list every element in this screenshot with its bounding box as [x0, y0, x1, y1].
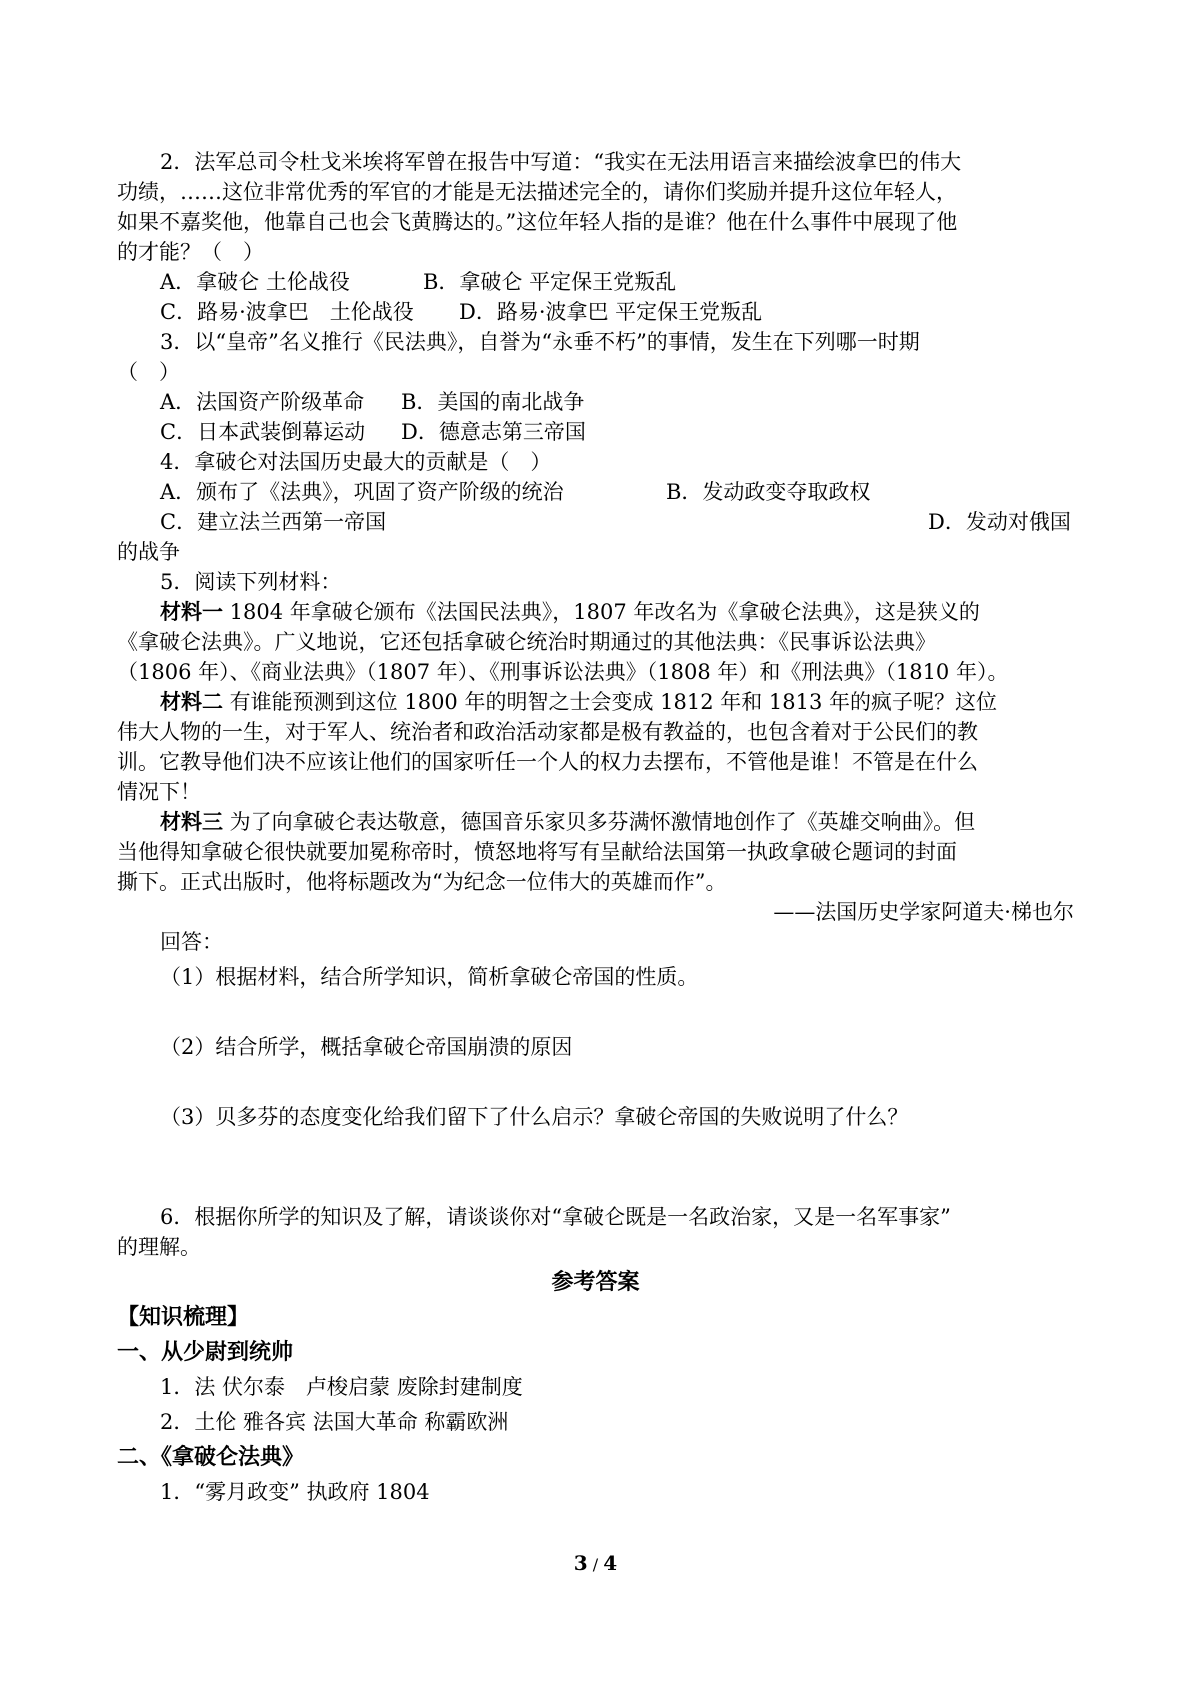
q5-sub-question-3: （3）贝多芬的态度变化给我们留下了什么启示？拿破仑帝国的失败说明了什么？ [160, 1105, 909, 1129]
material-1-label: 材料一 [160, 599, 223, 624]
answers-section-heading: 【知识梳理】 [117, 1304, 250, 1330]
q3-option-a: A．法国资产阶级革命 [160, 390, 365, 414]
q5-material-2-line-3: 训。它教导他们决不应该让他们的国家听任一个人的权力去摆布，不管他是谁！不管是在什么 [117, 750, 978, 774]
q4-option-c: C．建立法兰西第一帝国 [160, 510, 387, 534]
q5-material-3-line-1 [0, 806, 975, 838]
q4-line-1: 4．拿破仑对法国历史最大的贡献是（ ） [160, 450, 552, 474]
q3-option-d: D．德意志第三帝国 [401, 420, 586, 444]
answers-heading-2: 二、《拿破仑法典》 [117, 1444, 305, 1470]
material-3-text: 为了向拿破仑表达敬意，德国音乐家贝多芬满怀激情地创作了《英雄交响曲》。但 [223, 810, 976, 834]
q2-line-2: 功绩，……这位非常优秀的军官的才能是无法描述完全的，请你们奖励并提升这位年轻人， [117, 180, 957, 204]
q3-option-b: B．美国的南北战争 [401, 390, 585, 414]
q4-option-a: A．颁布了《法典》，巩固了资产阶级的统治 [160, 480, 564, 504]
material-3-label: 材料三 [160, 809, 223, 834]
q2-option-b: B．拿破仑 平定保王党叛乱 [423, 270, 677, 294]
q3-line-1: 3．以“皇帝”名义推行《民法典》，自誉为“永垂不朽”的事情，发生在下列哪一时期 [160, 330, 920, 354]
material-1-text: 1804 年拿破仑颁布《法国民法典》，1807 年改名为《拿破仑法典》，这是狭义的 [223, 600, 980, 624]
material-2-label: 材料二 [160, 689, 223, 714]
q5-sub-question-2: （2）结合所学，概括拿破仑帝国崩溃的原因 [160, 1035, 573, 1059]
q2-option-a: A．拿破仑 土伦战役 [160, 270, 350, 294]
answers-heading-1-item-2: 2．土伦 雅各宾 法国大革命 称霸欧洲 [160, 1410, 509, 1434]
q5-source: ——法国历史学家阿道夫·梯也尔 [773, 900, 1074, 924]
q2-line-3: 如果不嘉奖他，他靠自己也会飞黄腾达的。”这位年轻人指的是谁？他在什么事件中展现了他 [117, 210, 958, 234]
q2-option-c: C．路易·波拿巴 土伦战役 [160, 300, 414, 324]
q5-material-1-line-2: 《拿破仑法典》。广义地说，它还包括拿破仑统治时期通过的其他法典：《民事诉讼法典》 [117, 630, 936, 654]
q5-material-1-line-3: （1806 年）、《商业法典》（1807 年）、《刑事诉讼法典》（1808 年）和《刑法典》（1810 年）。 [117, 660, 1009, 684]
q2-line-4: 的才能？（ ） [117, 240, 264, 264]
answers-heading-1-item-1: 1．法 伏尔泰 卢梭启蒙 废除封建制度 [160, 1375, 523, 1399]
material-2-text: 有谁能预测到这位 1800 年的明智之士会变成 1812 年和 1813 年的疯子呢？这位 [223, 690, 998, 714]
answers-heading-2-item-1: 1．“雾月政变” 执政府 1804 [160, 1480, 430, 1504]
q4-option-d: D．发动对俄国 [928, 510, 1071, 534]
q2-option-d: D．路易·波拿巴 平定保王党叛乱 [459, 300, 763, 324]
answers-heading-1: 一、从少尉到统帅 [117, 1339, 294, 1365]
q4-option-b: B．发动政变夺取政权 [666, 480, 871, 504]
page-current: 3 [573, 1551, 588, 1575]
q2-line-1: 2．法军总司令杜戈米埃将军曾在报告中写道：“我实在无法用语言来描绘波拿巴的伟大 [160, 150, 962, 174]
q5-material-1-line-1 [0, 596, 980, 628]
page-number [0, 1551, 1191, 1575]
q5-material-3-line-2: 当他得知拿破仑很快就要加冕称帝时，愤怒地将写有呈献给法国第一执政拿破仑题词的封面 [117, 840, 957, 864]
q5-answer-prompt: 回答： [160, 930, 223, 954]
q5-sub-question-1: （1）根据材料，结合所学知识，简析拿破仑帝国的性质。 [160, 965, 699, 989]
q5-material-2-line-4: 情况下！ [117, 780, 201, 804]
q3-option-c: C．日本武装倒幕运动 [160, 420, 366, 444]
q6-line-1: 6．根据你所学的知识及了解，请谈谈你对“拿破仑既是一名政治家，又是一名军事家” [160, 1205, 951, 1229]
q3-line-2: （ ） [117, 360, 180, 384]
q5-material-2-line-2: 伟大人物的一生，对于军人、统治者和政治活动家都是极有教益的，也包含着对于公民们的教 [117, 720, 978, 744]
page-separator: / [587, 1555, 604, 1574]
page-total: 4 [603, 1551, 618, 1575]
q5-material-3-line-3: 撕下。正式出版时，他将标题改为“为纪念一位伟大的英雄而作”。 [117, 870, 727, 894]
q6-line-2: 的理解。 [117, 1235, 201, 1259]
q5-material-2-line-1 [0, 686, 997, 718]
q5-intro: 5．阅读下列材料： [160, 570, 342, 594]
answers-title: 参考答案 [551, 1269, 640, 1295]
q4-option-d-cont: 的战争 [117, 540, 180, 564]
